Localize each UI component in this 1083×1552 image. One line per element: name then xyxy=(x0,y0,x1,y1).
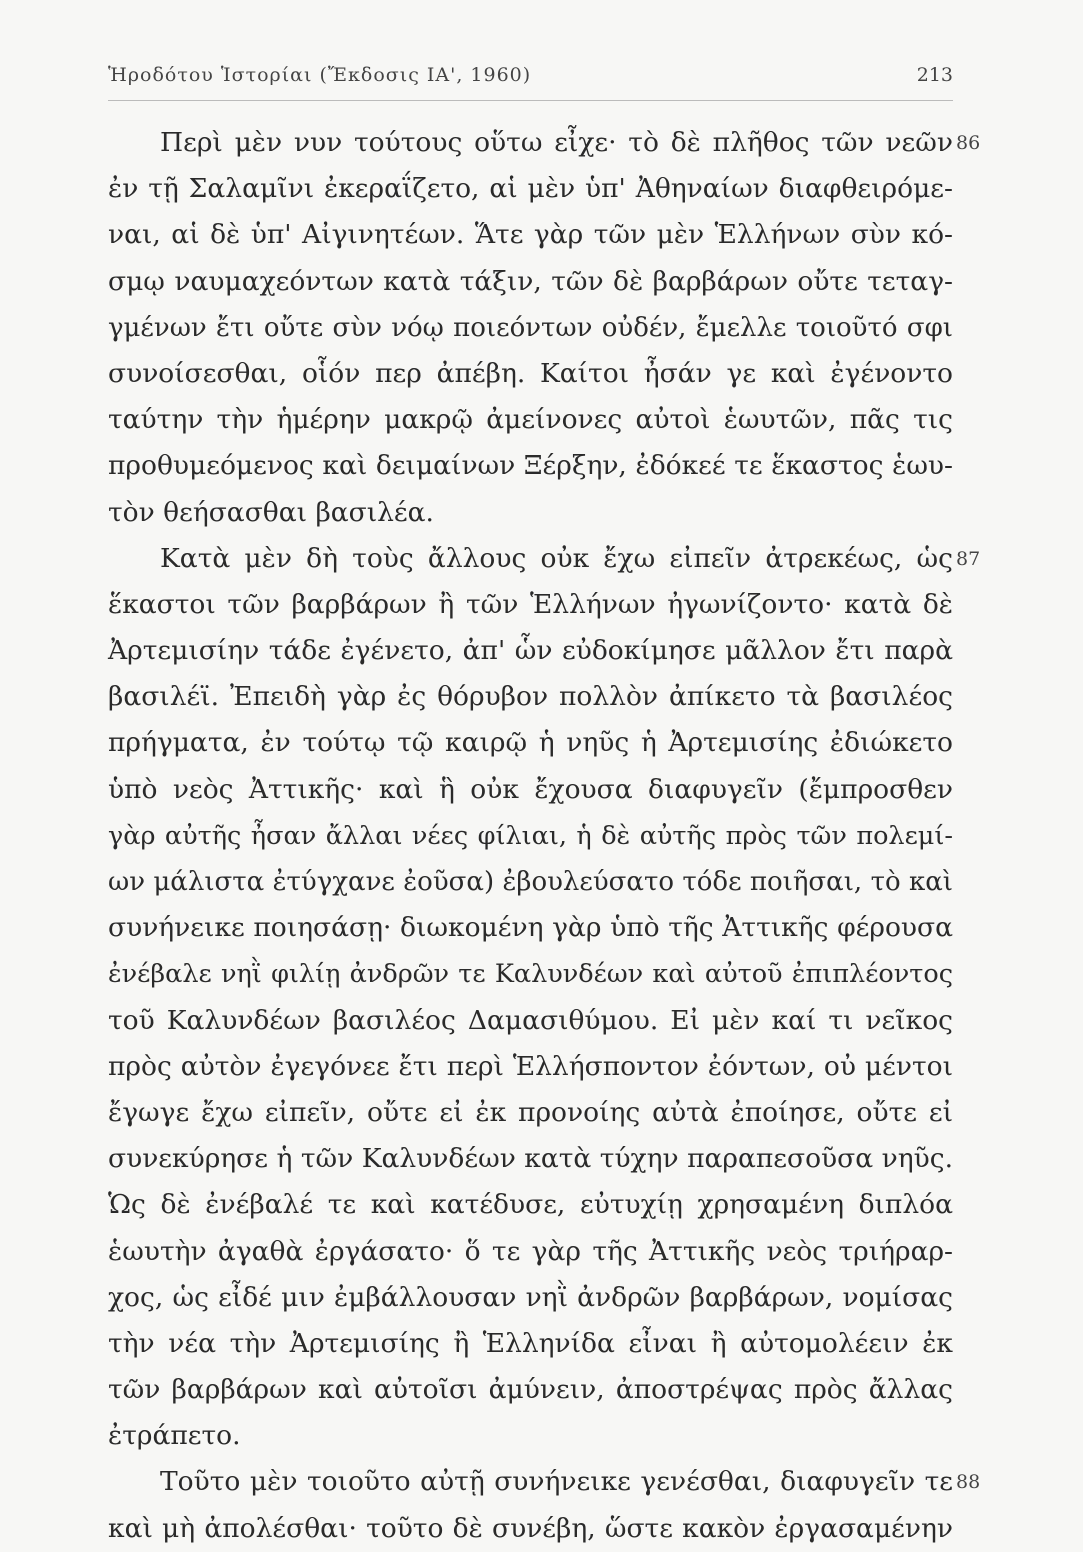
text-line-content: χος, ὡς εἶδέ μιν ἐμβάλλουσαν νηῒ ἀνδρῶν βαρβάρων, νομίσας xyxy=(108,1281,953,1313)
text-line-content: ταύτην τὴν ἡμέρην μακρῷ ἀμείνονες αὐτοὶ ἑωυτῶν, πᾶς τις xyxy=(108,404,953,436)
text-line-content: ἕκαστοι τῶν βαρβάρων ἢ τῶν Ἑλλήνων ἠγωνίζοντο· κατὰ δὲ xyxy=(108,588,953,620)
text-line xyxy=(108,720,953,766)
text-line xyxy=(108,212,953,258)
text-line xyxy=(108,1229,953,1275)
text-line xyxy=(108,1136,953,1182)
text-line-content: προθυμεόμενος καὶ δειμαίνων Ξέρξην, ἐδόκεέ τε ἕκαστος ἑωυ- xyxy=(108,450,953,482)
text-line-content: συνήνεικε ποιησάσῃ· διωκομένη γὰρ ὑπὸ τῆς Ἀττικῆς φέρουσα xyxy=(108,912,953,944)
text-line xyxy=(108,1413,953,1459)
text-line-content: Τοῦτο μὲν τοιοῦτο αὐτῇ συνήνεικε γενέσθαι, διαφυγεῖν τε xyxy=(160,1466,953,1498)
text-line xyxy=(108,1367,953,1413)
text-line xyxy=(108,1275,953,1321)
text-line xyxy=(108,674,953,720)
text-line-content: πρήγματα, ἐν τούτῳ τῷ καιρῷ ἡ νηῦς ἡ Ἀρτεμισίης ἐδιώκετο xyxy=(108,727,953,759)
text-line xyxy=(108,628,953,674)
text-line xyxy=(108,397,953,443)
text-line-content: τὴν νέα τὴν Ἀρτεμισίης ἢ Ἑλληνίδα εἶναι ἢ αὐτομολέειν ἐκ xyxy=(108,1327,953,1359)
page-number: 213 xyxy=(916,64,953,86)
text-line-content: ἔγωγε ἔχω εἰπεῖν, οὔτε εἰ ἐκ προνοίης αὐτὰ ἐποίησε, οὔτε εἰ xyxy=(108,1096,953,1128)
text-line-content: ναι, αἱ δὲ ὑπ' Αἰγινητέων. Ἅτε γὰρ τῶν μὲν Ἑλλήνων σὺν κό- xyxy=(108,219,953,251)
text-line xyxy=(108,1321,953,1367)
text-line-content: πρὸς αὐτὸν ἐγεγόνεε ἔτι περὶ Ἑλλήσποντον ἐόντων, οὐ μέντοι xyxy=(108,1050,953,1082)
running-header xyxy=(108,60,953,101)
text-line xyxy=(108,1506,953,1552)
text-line-content: σμῳ ναυμαχεόντων κατὰ τάξιν, τῶν δὲ βαρβάρων οὔτε τεταγ- xyxy=(108,265,953,297)
text-line-content: Περὶ μὲν νυν τούτους οὕτω εἶχε· τὸ δὲ πλῆθος τῶν νεῶν xyxy=(160,127,953,158)
text-line xyxy=(108,1090,953,1136)
text-line xyxy=(108,582,953,628)
chapter-number: 87 xyxy=(956,547,981,570)
text-line-content: Ὡς δὲ ἐνέβαλέ τε καὶ κατέδυσε, εὐτυχίῃ χρησαμένη διπλόα xyxy=(108,1189,953,1221)
text-line xyxy=(108,859,953,905)
text-line xyxy=(108,998,953,1044)
text-line-content: ἐνέβαλε νηῒ φιλίῃ ἀνδρῶν τε Καλυνδέων καὶ αὐτοῦ ἐπιπλέοντος xyxy=(108,959,953,990)
text-line xyxy=(108,813,953,859)
text-line-content: ἑωυτὴν ἀγαθὰ ἐργάσατο· ὅ τε γὰρ τῆς Ἀττικῆς νεὸς τριήραρ- xyxy=(108,1235,953,1267)
chapter-number: 88 xyxy=(956,1471,981,1494)
text-line-content: βασιλέϊ. Ἐπειδὴ γὰρ ἐς θόρυβον πολλὸν ἀπίκετο τὰ βασιλέος xyxy=(108,681,953,713)
text-line-content: τὸν θεήσασθαι βασιλέα. xyxy=(108,496,434,528)
text-line-content: ων μάλιστα ἐτύγχανε ἐοῦσα) ἐβουλεύσατο τόδε ποιῆσαι, τὸ καὶ xyxy=(108,867,953,897)
header-title: Ἡροδότου Ἱστορίαι (Ἔκδοσις ΙΑ', 1960) xyxy=(108,64,532,86)
text-line xyxy=(108,905,953,951)
text-line xyxy=(108,166,953,212)
text-line xyxy=(108,120,981,166)
text-line xyxy=(108,443,953,489)
text-line-content: Ἀρτεμισίην τάδε ἐγένετο, ἀπ' ὧν εὐδοκίμησε μᾶλλον ἔτι παρὰ xyxy=(108,635,953,667)
text-line-content: ἐτράπετο. xyxy=(108,1420,241,1452)
text-line xyxy=(108,351,953,397)
text-line xyxy=(108,259,953,305)
text-line-content: ὑπὸ νεὸς Ἀττικῆς· καὶ ἣ οὐκ ἔχουσα διαφυγεῖν (ἔμπροσθεν xyxy=(108,773,953,805)
text-line-content: συνεκύρησε ἡ τῶν Καλυνδέων κατὰ τύχην παραπεσοῦσα νηῦς. xyxy=(108,1143,953,1175)
text-line-content: ἐν τῇ Σαλαμῖνι ἐκεραΐζετο, αἱ μὲν ὑπ' Ἀθηναίων διαφθειρόμε- xyxy=(108,173,953,205)
text-line xyxy=(108,490,953,536)
text-line xyxy=(108,1044,953,1090)
text-line xyxy=(108,1182,953,1228)
chapter-number: 86 xyxy=(956,132,981,154)
text-line-content: γμένων ἔτι οὔτε σὺν νόῳ ποιεόντων οὐδέν, ἔμελλε τοιοῦτό σφι xyxy=(108,312,953,343)
text-line-content: καὶ μὴ ἀπολέσθαι· τοῦτο δὲ συνέβη, ὥστε κακὸν ἐργασαμένην xyxy=(108,1512,953,1544)
text-line xyxy=(108,305,953,351)
text-line xyxy=(108,767,953,813)
text-line xyxy=(108,951,953,997)
text-line-content: τοῦ Καλυνδέων βασιλέος Δαμασιθύμου. Εἰ μὲν καί τι νεῖκος xyxy=(108,1004,953,1036)
text-line-content: γὰρ αὐτῆς ἦσαν ἄλλαι νέες φίλιαι, ἡ δὲ αὐτῆς πρὸς τῶν πολεμί- xyxy=(108,820,953,851)
text-line xyxy=(108,1459,981,1505)
body-text xyxy=(108,120,981,1552)
text-line-content: συνοίσεσθαι, οἷόν περ ἀπέβη. Καίτοι ἦσάν γε καὶ ἐγένοντο xyxy=(108,357,953,389)
text-line-content: τῶν βαρβάρων καὶ αὐτοῖσι ἀμύνειν, ἀποστρέψας πρὸς ἄλλας xyxy=(108,1374,953,1406)
text-line xyxy=(108,536,981,582)
text-line-content: Κατὰ μὲν δὴ τοὺς ἄλλους οὐκ ἔχω εἰπεῖν ἀτρεκέως, ὡς xyxy=(160,542,953,574)
